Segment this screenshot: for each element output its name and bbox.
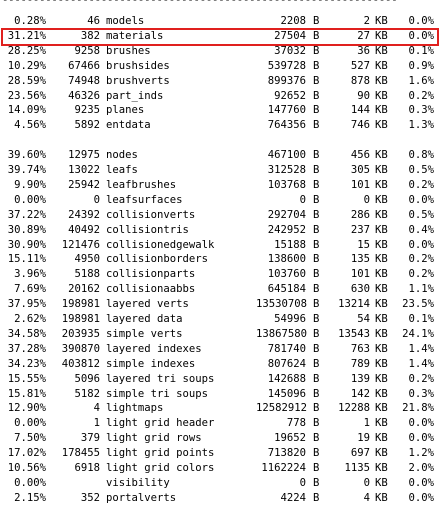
name-cell: collisionverts <box>106 208 196 221</box>
pct-cell: 37.22% <box>7 208 46 221</box>
bytes-unit-cell: B <box>313 178 320 191</box>
name-cell: collisionaabbs <box>106 283 196 296</box>
name-cell: collisionedgewalk <box>106 238 215 251</box>
name-cell: portalverts <box>106 491 177 504</box>
kb-cell: 878 <box>350 74 370 87</box>
pct-cell: 0.00% <box>14 417 46 430</box>
kb-unit-cell: KB <box>375 149 388 162</box>
bytes-unit-cell: B <box>313 298 320 311</box>
bytes-cell: 764356 <box>267 119 306 132</box>
pct-cell: 28.25% <box>7 44 46 57</box>
pct-cell: 7.50% <box>14 432 46 445</box>
kb-cell: 36 <box>357 44 370 57</box>
count-cell: 390870 <box>61 342 100 355</box>
table-row <box>0 446 440 460</box>
count-cell: 25942 <box>68 178 100 191</box>
bytes-cell: 12582912 <box>256 402 308 415</box>
kb-unit-cell: KB <box>375 372 388 385</box>
bytes-cell: 0 <box>299 193 306 206</box>
count-cell: 5892 <box>74 119 100 132</box>
total-pct-cell: 0.2% <box>408 89 434 102</box>
bytes-cell: 467100 <box>267 149 306 162</box>
kb-cell: 15 <box>357 238 370 251</box>
count-cell: 198981 <box>61 298 100 311</box>
kb-unit-cell: KB <box>375 313 388 325</box>
total-pct-cell: 0.2% <box>408 268 434 281</box>
total-pct-cell: 0.0% <box>408 417 434 430</box>
kb-unit-cell: KB <box>375 342 388 355</box>
kb-unit-cell: KB <box>375 223 388 236</box>
table-row <box>0 193 440 207</box>
kb-unit-cell: KB <box>375 298 388 311</box>
kb-cell: 135 <box>350 253 370 266</box>
kb-cell: 13214 <box>338 298 370 311</box>
kb-cell: 456 <box>350 149 370 162</box>
bytes-unit-cell: B <box>313 432 320 445</box>
kb-cell: 286 <box>350 208 370 221</box>
table-row <box>0 178 440 192</box>
table-row <box>0 416 440 430</box>
pct-cell: 9.90% <box>14 178 46 191</box>
count-cell: 13022 <box>68 164 100 176</box>
table-row <box>0 282 440 296</box>
bytes-cell: 37032 <box>274 44 306 57</box>
kb-unit-cell: KB <box>375 193 388 206</box>
kb-cell: 527 <box>350 59 370 72</box>
name-cell: simple verts <box>106 327 183 340</box>
total-pct-cell: 2.0% <box>408 462 434 474</box>
bytes-cell: 242952 <box>267 223 306 236</box>
bytes-cell: 2208 <box>280 15 306 27</box>
kb-cell: 1 <box>363 417 370 430</box>
bytes-cell: 103760 <box>267 268 306 281</box>
bytes-cell: 103768 <box>267 178 306 191</box>
total-pct-cell: 1.2% <box>408 447 434 460</box>
pct-cell: 37.28% <box>7 342 46 355</box>
bytes-unit-cell: B <box>313 104 320 117</box>
kb-unit-cell: KB <box>375 238 388 251</box>
kb-unit-cell: KB <box>375 178 388 191</box>
table-row <box>0 297 440 311</box>
total-pct-cell: 0.0% <box>408 491 434 504</box>
kb-unit-cell: KB <box>375 357 388 370</box>
bytes-unit-cell: B <box>313 15 320 27</box>
pct-cell: 15.11% <box>7 253 46 266</box>
pct-cell: 34.23% <box>7 357 46 370</box>
kb-unit-cell: KB <box>375 29 388 42</box>
bytes-cell: 13530708 <box>256 298 308 311</box>
pct-cell: 3.96% <box>14 268 46 281</box>
bytes-unit-cell: B <box>313 223 320 236</box>
bytes-cell: 539728 <box>267 59 306 72</box>
name-cell: leafs <box>106 164 138 176</box>
kb-unit-cell: KB <box>375 462 388 474</box>
pct-cell: 0.28% <box>14 15 46 27</box>
name-cell: collisionborders <box>106 253 209 266</box>
pct-cell: 28.59% <box>7 74 46 87</box>
count-cell: 46326 <box>68 89 100 102</box>
total-pct-cell: 0.2% <box>408 253 434 266</box>
name-cell: light grid points <box>106 447 215 460</box>
total-pct-cell: 0.0% <box>408 238 434 251</box>
bytes-unit-cell: B <box>313 357 320 370</box>
pct-cell: 15.81% <box>7 387 46 400</box>
count-cell: 6918 <box>74 462 100 474</box>
total-pct-cell: 0.8% <box>408 149 434 162</box>
bytes-cell: 27504 <box>274 29 306 42</box>
count-cell: 24392 <box>68 208 100 221</box>
count-cell: 0 <box>93 193 100 206</box>
kb-unit-cell: KB <box>375 387 388 400</box>
table-row <box>0 342 440 356</box>
total-pct-cell: 24.1% <box>402 327 434 340</box>
count-cell: 67466 <box>68 59 100 72</box>
name-cell: models <box>106 15 145 27</box>
kb-unit-cell: KB <box>375 253 388 266</box>
name-cell: part_inds <box>106 89 164 102</box>
table-row <box>0 491 440 505</box>
table-row <box>0 74 440 88</box>
pct-cell: 39.74% <box>7 164 46 176</box>
kb-unit-cell: KB <box>375 476 388 489</box>
name-cell: light grid colors <box>106 462 215 474</box>
table-row <box>0 163 440 177</box>
name-cell: materials <box>106 29 164 42</box>
total-pct-cell: 1.1% <box>408 283 434 296</box>
bytes-cell: 781740 <box>267 342 306 355</box>
count-cell: 4950 <box>74 253 100 266</box>
bytes-unit-cell: B <box>313 313 320 325</box>
bytes-cell: 1162224 <box>261 462 306 474</box>
count-cell: 12975 <box>68 149 100 162</box>
total-pct-cell: 0.2% <box>408 178 434 191</box>
kb-cell: 101 <box>350 178 370 191</box>
name-cell: layered tri soups <box>106 372 215 385</box>
name-cell: light grid header <box>106 417 215 430</box>
table-row <box>0 327 440 341</box>
bytes-cell: 19652 <box>274 432 306 445</box>
count-cell: 5188 <box>74 268 100 281</box>
bytes-cell: 138600 <box>267 253 306 266</box>
table-row <box>0 267 440 281</box>
kb-unit-cell: KB <box>375 89 388 102</box>
bytes-unit-cell: B <box>313 283 320 296</box>
table-row <box>0 208 440 222</box>
kb-unit-cell: KB <box>375 327 388 340</box>
kb-cell: 789 <box>350 357 370 370</box>
name-cell: nodes <box>106 149 138 162</box>
count-cell: 46 <box>87 15 100 27</box>
total-pct-cell: 21.8% <box>402 402 434 415</box>
total-pct-cell: 1.3% <box>408 119 434 132</box>
name-cell: brushsides <box>106 59 170 72</box>
kb-unit-cell: KB <box>375 15 388 27</box>
total-pct-cell: 0.3% <box>408 104 434 117</box>
pct-cell: 15.55% <box>7 372 46 385</box>
pct-cell: 10.56% <box>7 462 46 474</box>
kb-cell: 4 <box>363 491 370 504</box>
bytes-unit-cell: B <box>313 402 320 415</box>
table-row <box>0 103 440 117</box>
pct-cell: 2.15% <box>14 491 46 504</box>
name-cell: visibility <box>106 476 170 489</box>
total-pct-cell: 0.3% <box>408 387 434 400</box>
total-pct-cell: 0.4% <box>408 223 434 236</box>
total-pct-cell: 0.0% <box>408 432 434 445</box>
kb-unit-cell: KB <box>375 104 388 117</box>
bytes-cell: 899376 <box>267 74 306 87</box>
bytes-unit-cell: B <box>313 372 320 385</box>
count-cell: 9235 <box>74 104 100 117</box>
bytes-unit-cell: B <box>313 491 320 504</box>
bytes-cell: 15188 <box>274 238 306 251</box>
total-pct-cell: 0.9% <box>408 59 434 72</box>
bytes-unit-cell: B <box>313 44 320 57</box>
bytes-cell: 92652 <box>274 89 306 102</box>
name-cell: layered indexes <box>106 342 202 355</box>
kb-cell: 0 <box>363 476 370 489</box>
count-cell: 40492 <box>68 223 100 236</box>
kb-unit-cell: KB <box>375 417 388 430</box>
bytes-unit-cell: B <box>313 447 320 460</box>
kb-cell: 142 <box>350 387 370 400</box>
bytes-unit-cell: B <box>313 89 320 102</box>
kb-cell: 237 <box>350 223 370 236</box>
bytes-unit-cell: B <box>313 462 320 474</box>
total-pct-cell: 0.5% <box>408 164 434 176</box>
table-row <box>0 252 440 266</box>
bytes-cell: 145096 <box>267 387 306 400</box>
bytes-unit-cell: B <box>313 342 320 355</box>
name-cell: brushes <box>106 44 151 57</box>
kb-unit-cell: KB <box>375 268 388 281</box>
table-row <box>0 89 440 103</box>
blank-row <box>0 133 440 147</box>
pct-cell: 0.00% <box>14 476 46 489</box>
pct-cell: 14.09% <box>7 104 46 117</box>
kb-unit-cell: KB <box>375 208 388 221</box>
kb-cell: 101 <box>350 268 370 281</box>
bytes-cell: 807624 <box>267 357 306 370</box>
total-pct-cell: 0.0% <box>408 193 434 206</box>
count-cell: 74948 <box>68 74 100 87</box>
bytes-unit-cell: B <box>313 74 320 87</box>
name-cell: simple indexes <box>106 357 196 370</box>
total-pct-cell: 23.5% <box>402 298 434 311</box>
kb-unit-cell: KB <box>375 491 388 504</box>
bytes-cell: 645184 <box>267 283 306 296</box>
count-cell: 121476 <box>61 238 100 251</box>
name-cell: collisionparts <box>106 268 196 281</box>
total-pct-cell: 0.5% <box>408 208 434 221</box>
bytes-cell: 54996 <box>274 313 306 325</box>
pct-cell: 31.21% <box>7 29 46 42</box>
table-row <box>0 118 440 132</box>
total-pct-cell: 0.1% <box>408 313 434 325</box>
name-cell: planes <box>106 104 145 117</box>
count-cell: 4 <box>93 402 100 415</box>
kb-cell: 2 <box>363 15 370 27</box>
total-pct-cell: 0.0% <box>408 476 434 489</box>
kb-cell: 13543 <box>338 327 370 340</box>
bytes-unit-cell: B <box>313 59 320 72</box>
count-cell: 5182 <box>74 387 100 400</box>
name-cell: collisiontris <box>106 223 189 236</box>
pct-cell: 7.69% <box>14 283 46 296</box>
count-cell: 352 <box>80 491 100 504</box>
table-row <box>0 148 440 162</box>
bytes-unit-cell: B <box>313 387 320 400</box>
pct-cell: 34.58% <box>7 327 46 340</box>
kb-cell: 144 <box>350 104 370 117</box>
pct-cell: 12.90% <box>7 402 46 415</box>
total-pct-cell: 1.4% <box>408 342 434 355</box>
table-row <box>0 238 440 252</box>
kb-unit-cell: KB <box>375 432 388 445</box>
bytes-unit-cell: B <box>313 238 320 251</box>
bytes-unit-cell: B <box>313 327 320 340</box>
name-cell: lightmaps <box>106 402 164 415</box>
pct-cell: 30.90% <box>7 238 46 251</box>
kb-cell: 12288 <box>338 402 370 415</box>
bytes-cell: 142688 <box>267 372 306 385</box>
kb-unit-cell: KB <box>375 402 388 415</box>
kb-cell: 90 <box>357 89 370 102</box>
bytes-unit-cell: B <box>313 119 320 132</box>
name-cell: layered verts <box>106 298 189 311</box>
pct-cell: 0.00% <box>14 193 46 206</box>
name-cell: simple tri soups <box>106 387 209 400</box>
table-row <box>0 357 440 371</box>
pct-cell: 17.02% <box>7 447 46 460</box>
bytes-cell: 713820 <box>267 447 306 460</box>
count-cell: 5096 <box>74 372 100 385</box>
pct-cell: 39.60% <box>7 149 46 162</box>
kb-cell: 763 <box>350 342 370 355</box>
bytes-cell: 312528 <box>267 164 306 176</box>
total-pct-cell: 1.6% <box>408 74 434 87</box>
name-cell: leafsurfaces <box>106 193 183 206</box>
kb-cell: 630 <box>350 283 370 296</box>
table-row <box>0 372 440 386</box>
total-pct-cell: 0.2% <box>408 372 434 385</box>
total-pct-cell: 0.0% <box>408 15 434 27</box>
kb-cell: 1135 <box>344 462 370 474</box>
name-cell: brushverts <box>106 74 170 87</box>
table-row <box>0 401 440 415</box>
name-cell: light grid rows <box>106 432 202 445</box>
kb-cell: 54 <box>357 313 370 325</box>
bytes-cell: 4224 <box>280 491 306 504</box>
kb-unit-cell: KB <box>375 283 388 296</box>
bytes-cell: 13867580 <box>256 327 308 340</box>
name-cell: entdata <box>106 119 151 132</box>
kb-unit-cell: KB <box>375 119 388 132</box>
bytes-cell: 0 <box>299 476 306 489</box>
bytes-unit-cell: B <box>313 208 320 221</box>
count-cell: 379 <box>80 432 100 445</box>
kb-cell: 19 <box>357 432 370 445</box>
bytes-unit-cell: B <box>313 253 320 266</box>
kb-cell: 305 <box>350 164 370 176</box>
pct-cell: 37.95% <box>7 298 46 311</box>
kb-unit-cell: KB <box>375 44 388 57</box>
table-row <box>0 476 440 490</box>
kb-cell: 0 <box>363 193 370 206</box>
kb-cell: 139 <box>350 372 370 385</box>
kb-cell: 697 <box>350 447 370 460</box>
kb-unit-cell: KB <box>375 164 388 176</box>
bytes-unit-cell: B <box>313 29 320 42</box>
bytes-unit-cell: B <box>313 149 320 162</box>
divider-line: ---------------------------------------------------------------- <box>2 0 398 6</box>
bytes-cell: 147760 <box>267 104 306 117</box>
bytes-unit-cell: B <box>313 476 320 489</box>
table-row <box>0 59 440 73</box>
bytes-cell: 292704 <box>267 208 306 221</box>
count-cell: 178455 <box>61 447 100 460</box>
table-row <box>0 431 440 445</box>
table-row <box>0 14 440 28</box>
name-cell: leafbrushes <box>106 178 177 191</box>
table-row <box>0 387 440 401</box>
bytes-unit-cell: B <box>313 268 320 281</box>
name-cell: layered data <box>106 313 183 325</box>
count-cell: 1 <box>93 417 100 430</box>
bytes-cell: 778 <box>286 417 306 430</box>
pct-cell: 23.56% <box>7 89 46 102</box>
kb-cell: 746 <box>350 119 370 132</box>
pct-cell: 10.29% <box>7 59 46 72</box>
bytes-unit-cell: B <box>313 417 320 430</box>
table-row <box>0 461 440 475</box>
count-cell: 20162 <box>68 283 100 296</box>
count-cell: 382 <box>80 29 100 42</box>
bytes-unit-cell: B <box>313 193 320 206</box>
table-row <box>0 223 440 237</box>
count-cell: 198981 <box>61 313 100 325</box>
count-cell: 9258 <box>74 44 100 57</box>
pct-cell: 2.62% <box>14 313 46 325</box>
kb-unit-cell: KB <box>375 74 388 87</box>
kb-unit-cell: KB <box>375 447 388 460</box>
pct-cell: 4.56% <box>14 119 46 132</box>
total-pct-cell: 1.4% <box>408 357 434 370</box>
total-pct-cell: 0.1% <box>408 44 434 57</box>
count-cell: 403812 <box>61 357 100 370</box>
count-cell: 203935 <box>61 327 100 340</box>
kb-unit-cell: KB <box>375 59 388 72</box>
table-row <box>0 44 440 58</box>
total-pct-cell: 0.0% <box>408 29 434 42</box>
table-row <box>0 312 440 326</box>
highlight-box <box>1 28 439 46</box>
kb-cell: 27 <box>357 29 370 42</box>
bytes-unit-cell: B <box>313 164 320 176</box>
pct-cell: 30.89% <box>7 223 46 236</box>
